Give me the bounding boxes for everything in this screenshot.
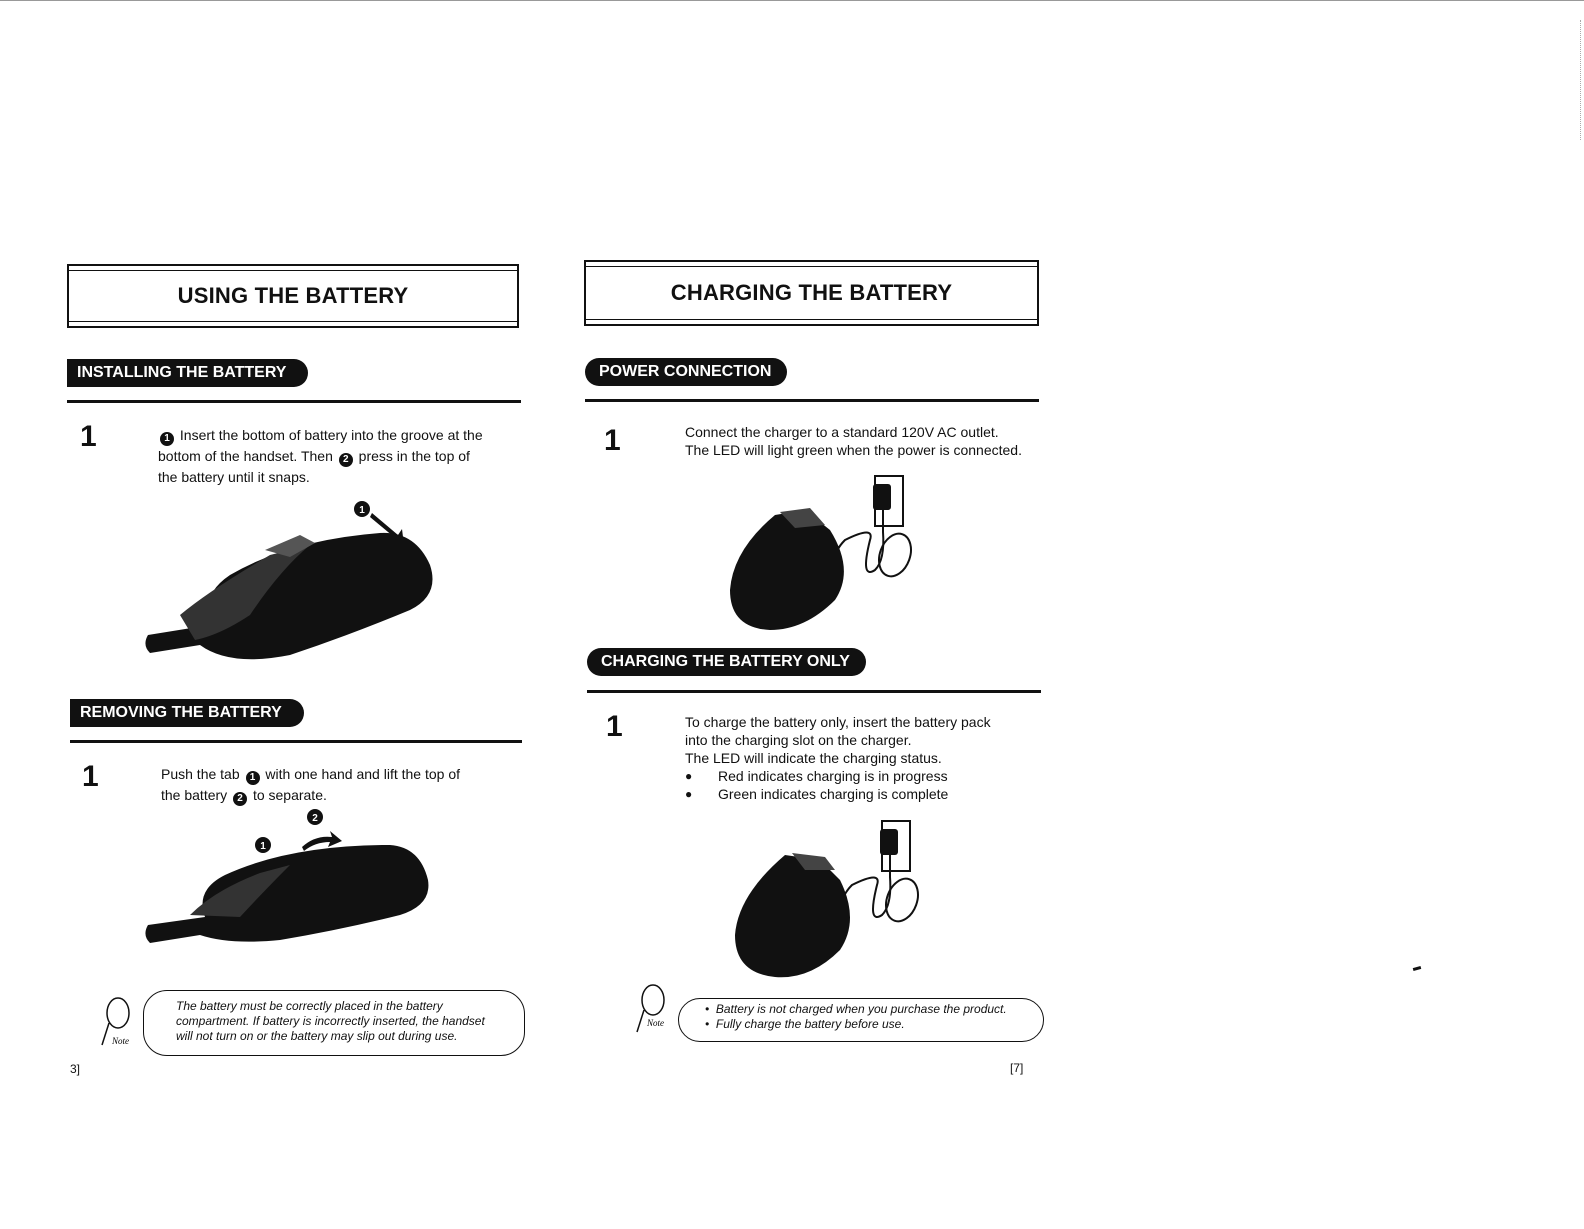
power-step-number: 1 bbox=[604, 424, 621, 457]
power-heading: POWER CONNECTION bbox=[585, 358, 787, 386]
charging-status-bullet bbox=[685, 785, 1045, 803]
left-page-title: USING THE BATTERY bbox=[177, 283, 409, 308]
removing-step-number: 1 bbox=[82, 760, 99, 793]
removing-text-c: to separate. bbox=[252, 787, 327, 803]
removing-heading: REMOVING THE BATTERY bbox=[70, 699, 304, 727]
power-instructions bbox=[685, 423, 1045, 459]
scan-edge-mark bbox=[1580, 20, 1582, 140]
charging-status-red: Red indicates charging is in progress bbox=[718, 768, 948, 784]
removing-text-a: Push the tab bbox=[161, 766, 244, 782]
installing-instructions bbox=[158, 425, 483, 487]
charging-only-heading: CHARGING THE BATTERY ONLY bbox=[587, 648, 866, 676]
left-page-title-box bbox=[67, 264, 519, 328]
right-page-number: [7] bbox=[1010, 1061, 1024, 1075]
charging-only-rule bbox=[587, 690, 1041, 693]
svg-text:2: 2 bbox=[312, 813, 318, 824]
removing-rule bbox=[70, 740, 522, 743]
charging-only-line-2: into the charging slot on the charger. bbox=[685, 732, 912, 748]
charger-power-illustration bbox=[725, 470, 925, 640]
charging-status-bullet bbox=[685, 767, 1045, 785]
left-note-text: The battery must be correctly placed in the battery compartment. If battery is incorrectly inserted, the handset will not turn on or the battery may slip out during use. bbox=[176, 999, 485, 1043]
marker-2-icon: 2 bbox=[233, 792, 247, 806]
charger-battery-illustration bbox=[730, 815, 930, 985]
right-note-text-1: Battery is not charged when you purchase the product. bbox=[715, 1002, 1007, 1016]
left-note-box bbox=[143, 990, 525, 1056]
installing-rule bbox=[67, 400, 521, 403]
right-note-bullet-1: • Battery is not charged when you purchase the product. bbox=[705, 1002, 1007, 1016]
installing-text-a: Insert the bottom of battery into the groove at the bottom of the handset. Then bbox=[158, 427, 483, 464]
marker-2-icon: 2 bbox=[339, 453, 353, 467]
right-note-text-2: Fully charge the battery before use. bbox=[715, 1017, 905, 1031]
right-page-title: CHARGING THE BATTERY bbox=[670, 280, 953, 305]
right-page-title-box bbox=[584, 260, 1039, 326]
removing-instructions bbox=[161, 764, 481, 806]
removing-text-b: with one hand and lift the top of the battery bbox=[161, 766, 460, 803]
charging-only-line-3: The LED will indicate the charging status. bbox=[685, 750, 942, 766]
bullet-dot-icon: ● bbox=[685, 769, 693, 783]
installing-heading: INSTALLING THE BATTERY bbox=[67, 359, 308, 387]
right-note-bullet-2: • Fully charge the battery before use. bbox=[705, 1017, 905, 1031]
charging-status-green: Green indicates charging is complete bbox=[718, 786, 949, 802]
charging-only-line-1: To charge the battery only, insert the battery pack bbox=[685, 714, 991, 730]
note-icon-label: Note bbox=[112, 1036, 129, 1046]
handset-battery-remove-illustration bbox=[140, 805, 440, 955]
right-note-box bbox=[678, 998, 1044, 1042]
note-pen-icon bbox=[98, 997, 138, 1053]
top-border-line bbox=[0, 0, 1584, 1]
svg-text:1: 1 bbox=[260, 841, 266, 852]
charging-only-instructions bbox=[685, 713, 1045, 803]
marker-1-icon: 1 bbox=[246, 771, 260, 785]
charging-only-step-number: 1 bbox=[606, 710, 623, 743]
scan-speck bbox=[1413, 966, 1422, 971]
power-line-1: Connect the charger to a standard 120V AC outlet. bbox=[685, 424, 999, 440]
note-pen-icon bbox=[633, 984, 673, 1040]
marker-1-icon: 1 bbox=[160, 432, 174, 446]
installing-step-number: 1 bbox=[80, 420, 97, 453]
power-rule bbox=[585, 399, 1039, 402]
installing-text-b: press in the top of the battery until it snaps. bbox=[158, 448, 470, 485]
svg-text:1: 1 bbox=[359, 505, 365, 516]
note-icon-label: Note bbox=[647, 1018, 664, 1028]
power-line-2: The LED will light green when the power is connected. bbox=[685, 442, 1022, 458]
handset-battery-install-illustration bbox=[140, 495, 450, 670]
left-page-number: 3] bbox=[70, 1062, 81, 1076]
bullet-dot-icon: ● bbox=[685, 787, 693, 801]
